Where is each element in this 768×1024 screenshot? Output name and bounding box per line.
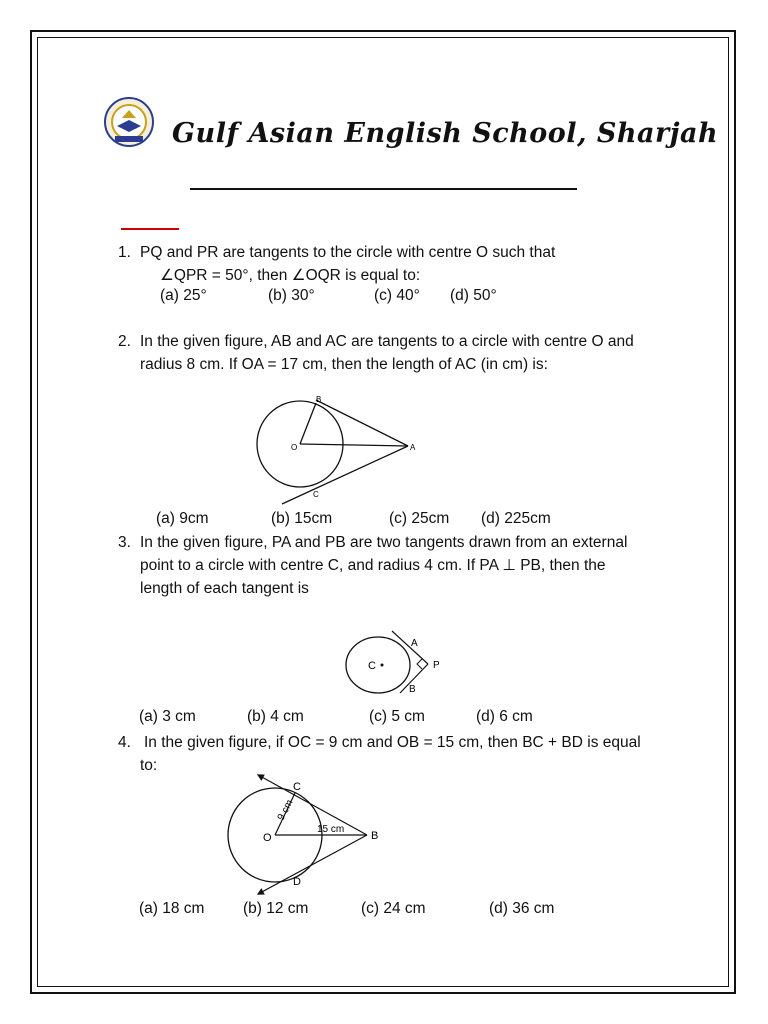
fig2-segment-oa <box>300 444 408 446</box>
fig4-label-oc-length: 9 cm <box>275 798 296 823</box>
option-b: (b) 12 cm <box>243 900 309 917</box>
fig4-label-o: O <box>263 832 272 844</box>
fig2-label-o: O <box>291 443 298 452</box>
fig3-label-b: B <box>409 684 416 695</box>
fig2-label-c: C <box>313 490 319 499</box>
fig2-label-b: B <box>316 395 322 404</box>
fig2-label-a: A <box>410 443 416 452</box>
fig4-label-b: B <box>371 830 379 842</box>
question-text-line: to: <box>140 757 158 774</box>
option-d: (d) 36 cm <box>489 900 555 917</box>
fig3-centre-point <box>381 664 384 667</box>
option-c: (c) 5 cm <box>369 708 425 725</box>
fig2-radius-ob <box>300 403 316 444</box>
question-text-line: radius 8 cm. If OA = 17 cm, then the length of AC (in cm) is: <box>140 356 548 373</box>
fig2-tangent-ac <box>316 400 408 446</box>
question-text-line: length of each tangent is <box>140 580 309 597</box>
fig4-tangent-bd <box>260 835 367 893</box>
school-logo <box>102 96 156 148</box>
question-number: 2. <box>118 333 131 350</box>
question-text-line: PQ and PR are tangents to the circle with centre O such that <box>140 244 556 261</box>
option-a: (a) 18 cm <box>139 900 205 917</box>
option-c: (c) 40° <box>374 287 420 304</box>
fig2-tangent-ab <box>282 446 408 504</box>
school-name: Gulf Asian English School, Sharjah <box>172 118 719 149</box>
option-a: (a) 9cm <box>156 510 209 527</box>
fig3-label-c: C <box>368 660 376 672</box>
question-number: 1. <box>118 244 131 261</box>
fig4-label-d: D <box>293 876 301 888</box>
option-d: (d) 50° <box>450 287 497 304</box>
question-number: 4. <box>118 734 131 751</box>
fig3-circle <box>346 637 410 693</box>
question-number: 3. <box>118 534 131 551</box>
fig3-label-a: A <box>411 638 418 649</box>
figure-question-3 <box>340 625 450 700</box>
option-a: (a) 3 cm <box>139 708 196 725</box>
option-b: (b) 15cm <box>271 510 333 527</box>
fig4-label-c: C <box>293 781 301 793</box>
option-b: (b) 4 cm <box>247 708 304 725</box>
fig3-label-p: P <box>433 660 440 671</box>
option-b: (b) 30° <box>268 287 315 304</box>
question-text-line: ∠QPR = 50°, then ∠OQR is equal to: <box>160 267 421 284</box>
title-underline <box>190 188 577 190</box>
question-text-line: In the given figure, if OC = 9 cm and OB = 15 cm, then BC + BD is equal <box>144 734 641 751</box>
fig3-right-angle-mark <box>417 659 422 669</box>
option-d: (d) 225cm <box>481 510 551 527</box>
figure-question-4 <box>225 772 395 897</box>
red-underline <box>121 228 179 230</box>
question-text-line: In the given figure, PA and PB are two tangents drawn from an external <box>140 534 628 551</box>
figure-question-2 <box>250 390 420 510</box>
fig4-label-ob-length: 15 cm <box>317 824 345 835</box>
option-a: (a) 25° <box>160 287 207 304</box>
option-d: (d) 6 cm <box>476 708 533 725</box>
question-text-line: In the given figure, AB and AC are tangents to a circle with centre O and <box>140 333 634 350</box>
question-text-line: point to a circle with centre C, and radius 4 cm. If PA ⊥ PB, then the <box>140 557 606 574</box>
fig4-tangent-bc <box>260 776 367 835</box>
option-c: (c) 24 cm <box>361 900 426 917</box>
option-c: (c) 25cm <box>389 510 450 527</box>
